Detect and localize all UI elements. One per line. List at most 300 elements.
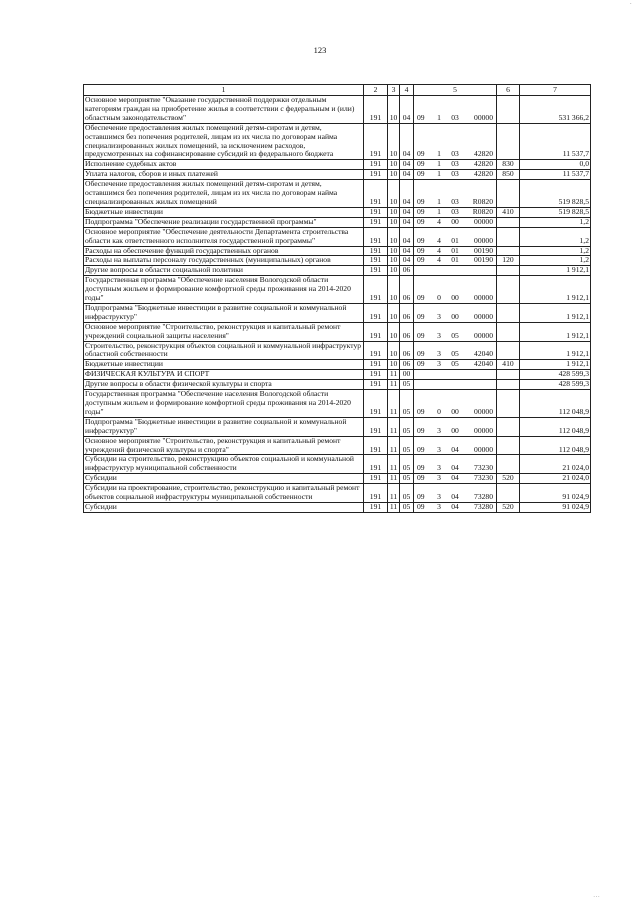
subsection-code-cell: 04: [400, 256, 414, 266]
table-row: [84, 370, 591, 380]
expense-type-cell: [497, 180, 520, 208]
target-article-part: 03: [451, 149, 459, 159]
amount-cell: 0,0: [520, 160, 591, 170]
target-article-part: 00000: [474, 112, 493, 122]
target-article-part: 04: [451, 444, 459, 454]
row-name-cell: Бюджетные инвестиции: [84, 207, 364, 217]
target-article-part: 00000: [474, 444, 493, 454]
table-row: [84, 256, 591, 266]
row-name-cell: Основное мероприятие "Оказание государственной поддержки отдельным категориям граждан на приобретение жилья в соответствии с федеральным и (или) областным законодательством": [84, 96, 364, 124]
target-article-cell: [414, 474, 497, 484]
target-article-parts: [415, 256, 495, 265]
section-code-cell: 10: [388, 256, 400, 266]
amount-cell: 11 537,7: [520, 170, 591, 180]
target-article-part: 42040: [474, 349, 493, 359]
table-row: [84, 474, 591, 484]
target-article-parts: [415, 427, 495, 436]
target-article-part: 01: [451, 235, 459, 245]
section-code-cell: 11: [388, 474, 400, 484]
target-article-part: 1: [437, 196, 441, 206]
target-article-part: 3: [437, 425, 441, 435]
expense-type-cell: 120: [497, 256, 520, 266]
target-article-cell: [414, 417, 497, 436]
ministry-code-cell: 191: [364, 360, 388, 370]
row-name-cell: Субсидии: [84, 474, 364, 484]
expense-type-cell: [497, 303, 520, 322]
section-code-cell: 10: [388, 360, 400, 370]
target-article-cell: [414, 502, 497, 512]
expense-type-cell: [497, 217, 520, 227]
section-code-cell: 10: [388, 276, 400, 304]
table-row: [84, 160, 591, 170]
ministry-code-cell: 191: [364, 256, 388, 266]
expense-type-cell: [497, 436, 520, 455]
target-article-part: 00000: [474, 235, 493, 245]
target-article-part: 09: [417, 359, 425, 369]
target-article-cell: [414, 123, 497, 160]
corner-mark-top: ·: [629, 0, 632, 8]
row-name-cell: ФИЗИЧЕСКАЯ КУЛЬТУРА И СПОРТ: [84, 370, 364, 380]
target-article-part: 00000: [474, 330, 493, 340]
expense-type-cell: [497, 417, 520, 436]
target-article-part: 00: [451, 216, 459, 226]
column-header-subsection: 4: [400, 85, 414, 96]
amount-cell: 112 048,9: [520, 436, 591, 455]
table-row: [84, 455, 591, 474]
target-article-part: 1: [437, 159, 441, 169]
ministry-code-cell: 191: [364, 380, 388, 390]
target-article-part: 09: [417, 406, 425, 416]
target-article-cell: [414, 256, 497, 266]
amount-cell: 519 828,5: [520, 207, 591, 217]
ministry-code-cell: 191: [364, 227, 388, 246]
subsection-code-cell: 04: [400, 227, 414, 246]
section-code-cell: 10: [388, 217, 400, 227]
ministry-code-cell: 191: [364, 303, 388, 322]
target-article-part: 09: [417, 159, 425, 169]
target-article-part: 03: [451, 159, 459, 169]
target-article-part: 09: [417, 501, 425, 511]
target-article-part: 04: [451, 463, 459, 473]
expense-type-cell: [497, 380, 520, 390]
target-article-part: 09: [417, 149, 425, 159]
section-code-cell: 11: [388, 502, 400, 512]
target-article-parts: [415, 150, 495, 159]
section-code-cell: 11: [388, 380, 400, 390]
section-code-cell: 10: [388, 322, 400, 341]
subsection-code-cell: 05: [400, 502, 414, 512]
target-article-parts: [415, 208, 495, 217]
target-article-part: 05: [451, 349, 459, 359]
target-article-parts: [415, 313, 495, 322]
ministry-code-cell: 191: [364, 390, 388, 418]
amount-cell: 1 912,1: [520, 360, 591, 370]
amount-cell: 428 599,3: [520, 380, 591, 390]
target-article-cell: [414, 246, 497, 256]
row-name-cell: Основное мероприятие "Строительство, реконструкция и капитальный ремонт учреждений социальной защиты населения": [84, 322, 364, 341]
target-article-parts: [415, 160, 495, 169]
section-code-cell: 10: [388, 246, 400, 256]
subsection-code-cell: 04: [400, 217, 414, 227]
expense-type-cell: [497, 266, 520, 276]
table-row: [84, 207, 591, 217]
target-article-part: 3: [437, 463, 441, 473]
ministry-code-cell: 191: [364, 436, 388, 455]
section-code-cell: 10: [388, 207, 400, 217]
target-article-parts: [415, 503, 495, 512]
expense-type-cell: [497, 227, 520, 246]
target-article-part: 3: [437, 492, 441, 502]
target-article-part: R0820: [472, 206, 493, 216]
ministry-code-cell: 191: [364, 217, 388, 227]
target-article-parts: [415, 170, 495, 179]
target-article-part: 00: [451, 406, 459, 416]
table-row: [84, 276, 591, 304]
target-article-part: 42820: [474, 159, 493, 169]
section-code-cell: 10: [388, 160, 400, 170]
row-name-cell: Обеспечение предоставления жилых помещений детям-сиротам и детям, оставшимся без попечения родителей, лицам из их числа по договорам найма специализированных жилых помещений, за исключением расходов, предусмотренных на софинансирование субсидий из федерального бюджета: [84, 123, 364, 160]
target-article-part: 00190: [474, 255, 493, 265]
target-article-cell: [414, 207, 497, 217]
expense-type-cell: [497, 341, 520, 360]
expense-type-cell: [497, 246, 520, 256]
row-name-cell: Основное мероприятие "Строительство, реконструкция и капитальный ремонт учреждений физической культуры и спорта": [84, 436, 364, 455]
header-row: [84, 85, 591, 96]
target-article-part: 09: [417, 444, 425, 454]
ministry-code-cell: 191: [364, 322, 388, 341]
expense-type-cell: [497, 276, 520, 304]
table-row: [84, 322, 591, 341]
target-article-part: 3: [437, 330, 441, 340]
subsection-code-cell: 06: [400, 322, 414, 341]
target-article-part: 03: [451, 206, 459, 216]
row-name-cell: Уплата налогов, сборов и иных платежей: [84, 170, 364, 180]
target-article-part: 42820: [474, 169, 493, 179]
subsection-code-cell: 05: [400, 455, 414, 474]
table-row: [84, 227, 591, 246]
target-article-part: 3: [437, 359, 441, 369]
expense-type-cell: 410: [497, 207, 520, 217]
target-article-part: 05: [451, 330, 459, 340]
target-article-part: 3: [437, 349, 441, 359]
amount-cell: 112 048,9: [520, 390, 591, 418]
target-article-cell: [414, 217, 497, 227]
target-article-part: 3: [437, 501, 441, 511]
expense-type-cell: [497, 390, 520, 418]
target-article-part: 4: [437, 216, 441, 226]
target-article-cell: [414, 484, 497, 503]
row-name-cell: Основное мероприятие "Обеспечение деятельности Департамента строительства области как ответственного исполнителя государственной программы": [84, 227, 364, 246]
target-article-part: 00: [451, 425, 459, 435]
target-article-part: 09: [417, 492, 425, 502]
amount-cell: 11 537,7: [520, 123, 591, 160]
expense-type-cell: [497, 322, 520, 341]
corner-mark-bottom: ···: [593, 893, 600, 901]
row-name-cell: Бюджетные инвестиции: [84, 360, 364, 370]
table-row: [84, 170, 591, 180]
ministry-code-cell: 191: [364, 96, 388, 124]
target-article-part: 09: [417, 169, 425, 179]
amount-cell: 91 024,9: [520, 484, 591, 503]
target-article-part: 01: [451, 245, 459, 255]
target-article-part: 3: [437, 311, 441, 321]
row-name-cell: Субсидии на строительство, реконструкцию объектов социальной и коммунальной инфраструктур муниципальной собственности: [84, 455, 364, 474]
target-article-part: 00000: [474, 425, 493, 435]
subsection-code-cell: 05: [400, 417, 414, 436]
target-article-part: 04: [451, 473, 459, 483]
target-article-part: 09: [417, 255, 425, 265]
expense-type-cell: [497, 455, 520, 474]
amount-cell: 1,2: [520, 256, 591, 266]
target-article-part: 09: [417, 330, 425, 340]
subsection-code-cell: 00: [400, 370, 414, 380]
subsection-code-cell: 04: [400, 160, 414, 170]
table-row: [84, 417, 591, 436]
table-row: [84, 217, 591, 227]
table-row: [84, 360, 591, 370]
ministry-code-cell: 191: [364, 502, 388, 512]
table-row: [84, 484, 591, 503]
target-article-part: 1: [437, 149, 441, 159]
target-article-part: 73280: [474, 501, 493, 511]
section-code-cell: 11: [388, 417, 400, 436]
section-code-cell: 10: [388, 341, 400, 360]
section-code-cell: 10: [388, 170, 400, 180]
ministry-code-cell: 191: [364, 484, 388, 503]
target-article-parts: [415, 408, 495, 417]
target-article-part: 09: [417, 216, 425, 226]
amount-cell: 21 024,0: [520, 474, 591, 484]
table-row: [84, 380, 591, 390]
target-article-part: 3: [437, 444, 441, 454]
row-name-cell: Другие вопросы в области социальной политики: [84, 266, 364, 276]
target-article-cell: [414, 276, 497, 304]
target-article-part: 04: [451, 492, 459, 502]
target-article-part: 09: [417, 245, 425, 255]
target-article-part: 4: [437, 235, 441, 245]
target-article-part: 73280: [474, 492, 493, 502]
target-article-parts: [415, 474, 495, 483]
expense-type-cell: [497, 484, 520, 503]
amount-cell: 531 366,2: [520, 96, 591, 124]
target-article-cell: [414, 360, 497, 370]
target-article-part: 09: [417, 196, 425, 206]
ministry-code-cell: 191: [364, 180, 388, 208]
table-row: [84, 436, 591, 455]
target-article-part: 00000: [474, 216, 493, 226]
ministry-code-cell: 191: [364, 160, 388, 170]
row-name-cell: Субсидии на проектирование, строительство, реконструкцию и капитальный ремонт объектов социальной инфраструктуры муниципальной собственности: [84, 484, 364, 503]
subsection-code-cell: 05: [400, 380, 414, 390]
subsection-code-cell: 04: [400, 207, 414, 217]
subsection-code-cell: 06: [400, 360, 414, 370]
row-name-cell: Подпрограмма "Бюджетные инвестиции в развитие социальной и коммунальной инфраструктур": [84, 303, 364, 322]
section-code-cell: 10: [388, 180, 400, 208]
amount-cell: 519 828,5: [520, 180, 591, 208]
target-article-parts: [415, 350, 495, 359]
section-code-cell: 10: [388, 266, 400, 276]
row-name-cell: Подпрограмма "Бюджетные инвестиции в развитие социальной и коммунальной инфраструктур": [84, 417, 364, 436]
target-article-cell: [414, 303, 497, 322]
target-article-part: 3: [437, 473, 441, 483]
target-article-part: 01: [451, 255, 459, 265]
amount-cell: 428 599,3: [520, 370, 591, 380]
target-article-part: 03: [451, 112, 459, 122]
target-article-cell: [414, 390, 497, 418]
ministry-code-cell: 191: [364, 246, 388, 256]
target-article-cell: [414, 322, 497, 341]
subsection-code-cell: 06: [400, 266, 414, 276]
amount-cell: 112 048,9: [520, 417, 591, 436]
table-row: [84, 246, 591, 256]
expense-type-cell: 850: [497, 170, 520, 180]
amount-cell: 1 912,1: [520, 266, 591, 276]
expense-type-cell: [497, 370, 520, 380]
target-article-part: 42820: [474, 149, 493, 159]
target-article-parts: [415, 446, 495, 455]
target-article-parts: [415, 218, 495, 227]
amount-cell: 1 912,1: [520, 322, 591, 341]
ministry-code-cell: 191: [364, 417, 388, 436]
target-article-parts: [415, 464, 495, 473]
page-number: 123: [313, 45, 327, 55]
expense-type-cell: 410: [497, 360, 520, 370]
target-article-parts: [415, 493, 495, 502]
section-code-cell: 10: [388, 303, 400, 322]
target-article-part: 00000: [474, 293, 493, 303]
target-article-cell: [414, 436, 497, 455]
amount-cell: 1,2: [520, 217, 591, 227]
row-name-cell: Подпрограмма "Обеспечение реализации государственной программы": [84, 217, 364, 227]
column-header-name: 1: [84, 85, 364, 96]
expense-type-cell: [497, 96, 520, 124]
target-article-part: 04: [451, 501, 459, 511]
target-article-part: 0: [437, 406, 441, 416]
expense-type-cell: 520: [497, 502, 520, 512]
target-article-part: 1: [437, 169, 441, 179]
target-article-part: 03: [451, 196, 459, 206]
subsection-code-cell: 05: [400, 484, 414, 503]
row-name-cell: Государственная программа "Обеспечение населения Вологодской области доступным жильем и формирование комфортной среды проживания на 2014-2020 годы": [84, 390, 364, 418]
subsection-code-cell: 04: [400, 123, 414, 160]
target-article-part: 00: [451, 311, 459, 321]
subsection-code-cell: 05: [400, 436, 414, 455]
target-article-part: 09: [417, 293, 425, 303]
target-article-part: 09: [417, 235, 425, 245]
target-article-part: 05: [451, 359, 459, 369]
target-article-cell: [414, 170, 497, 180]
target-article-part: 73230: [474, 463, 493, 473]
table-row: [84, 341, 591, 360]
ministry-code-cell: 191: [364, 474, 388, 484]
target-article-part: 4: [437, 255, 441, 265]
target-article-part: 09: [417, 473, 425, 483]
row-name-cell: Субсидии: [84, 502, 364, 512]
section-code-cell: 11: [388, 484, 400, 503]
ministry-code-cell: 191: [364, 266, 388, 276]
column-header-target-article: 5: [414, 85, 497, 96]
budget-table: [83, 84, 591, 513]
section-code-cell: 10: [388, 96, 400, 124]
target-article-part: 09: [417, 112, 425, 122]
table-row: [84, 266, 591, 276]
amount-cell: 1 912,1: [520, 341, 591, 360]
row-name-cell: Исполнение судебных актов: [84, 160, 364, 170]
target-article-part: 03: [451, 169, 459, 179]
subsection-code-cell: 05: [400, 474, 414, 484]
target-article-parts: [415, 332, 495, 341]
ministry-code-cell: 191: [364, 276, 388, 304]
column-header-expense-type: 6: [497, 85, 520, 96]
subsection-code-cell: 06: [400, 303, 414, 322]
target-article-part: 00190: [474, 245, 493, 255]
subsection-code-cell: 06: [400, 341, 414, 360]
expense-type-cell: [497, 123, 520, 160]
target-article-part: 09: [417, 311, 425, 321]
table-row: [84, 123, 591, 160]
table-row: [84, 96, 591, 124]
section-code-cell: 10: [388, 123, 400, 160]
target-article-part: 73230: [474, 473, 493, 483]
target-article-cell: [414, 266, 497, 276]
amount-cell: 1,2: [520, 227, 591, 246]
column-header-ministry: 2: [364, 85, 388, 96]
target-article-cell: [414, 160, 497, 170]
section-code-cell: 11: [388, 390, 400, 418]
column-header-amount: 7: [520, 85, 591, 96]
row-name-cell: Строительство, реконструкция объектов социальной и коммунальной инфраструктур областной собственности: [84, 341, 364, 360]
target-article-part: 09: [417, 349, 425, 359]
target-article-parts: [415, 247, 495, 256]
target-article-cell: [414, 227, 497, 246]
target-article-cell: [414, 96, 497, 124]
target-article-cell: [414, 455, 497, 474]
table-row: [84, 390, 591, 418]
target-article-parts: [415, 198, 495, 207]
target-article-part: 1: [437, 206, 441, 216]
column-header-section: 3: [388, 85, 400, 96]
row-name-cell: Расходы на обеспечение функций государственных органов: [84, 246, 364, 256]
ministry-code-cell: 191: [364, 170, 388, 180]
target-article-cell: [414, 341, 497, 360]
ministry-code-cell: 191: [364, 455, 388, 474]
section-code-cell: 11: [388, 370, 400, 380]
target-article-part: 00000: [474, 311, 493, 321]
expense-type-cell: 830: [497, 160, 520, 170]
target-article-part: 1: [437, 112, 441, 122]
target-article-part: 4: [437, 245, 441, 255]
target-article-part: 09: [417, 206, 425, 216]
subsection-code-cell: 04: [400, 96, 414, 124]
amount-cell: 1 912,1: [520, 303, 591, 322]
target-article-parts: [415, 114, 495, 123]
target-article-parts: [415, 237, 495, 246]
subsection-code-cell: 05: [400, 390, 414, 418]
section-code-cell: 10: [388, 227, 400, 246]
subsection-code-cell: 04: [400, 246, 414, 256]
amount-cell: 1,2: [520, 246, 591, 256]
target-article-cell: [414, 380, 497, 390]
row-name-cell: Обеспечение предоставления жилых помещений детям-сиротам и детям, оставшимся без попечения родителей, лицам из их числа по договорам найма специализированных жилых помещений: [84, 180, 364, 208]
amount-cell: 91 024,9: [520, 502, 591, 512]
target-article-part: 00: [451, 293, 459, 303]
section-code-cell: 11: [388, 455, 400, 474]
target-article-part: 09: [417, 463, 425, 473]
target-article-part: 42040: [474, 359, 493, 369]
table-row: [84, 303, 591, 322]
amount-cell: 1 912,1: [520, 276, 591, 304]
subsection-code-cell: 06: [400, 276, 414, 304]
